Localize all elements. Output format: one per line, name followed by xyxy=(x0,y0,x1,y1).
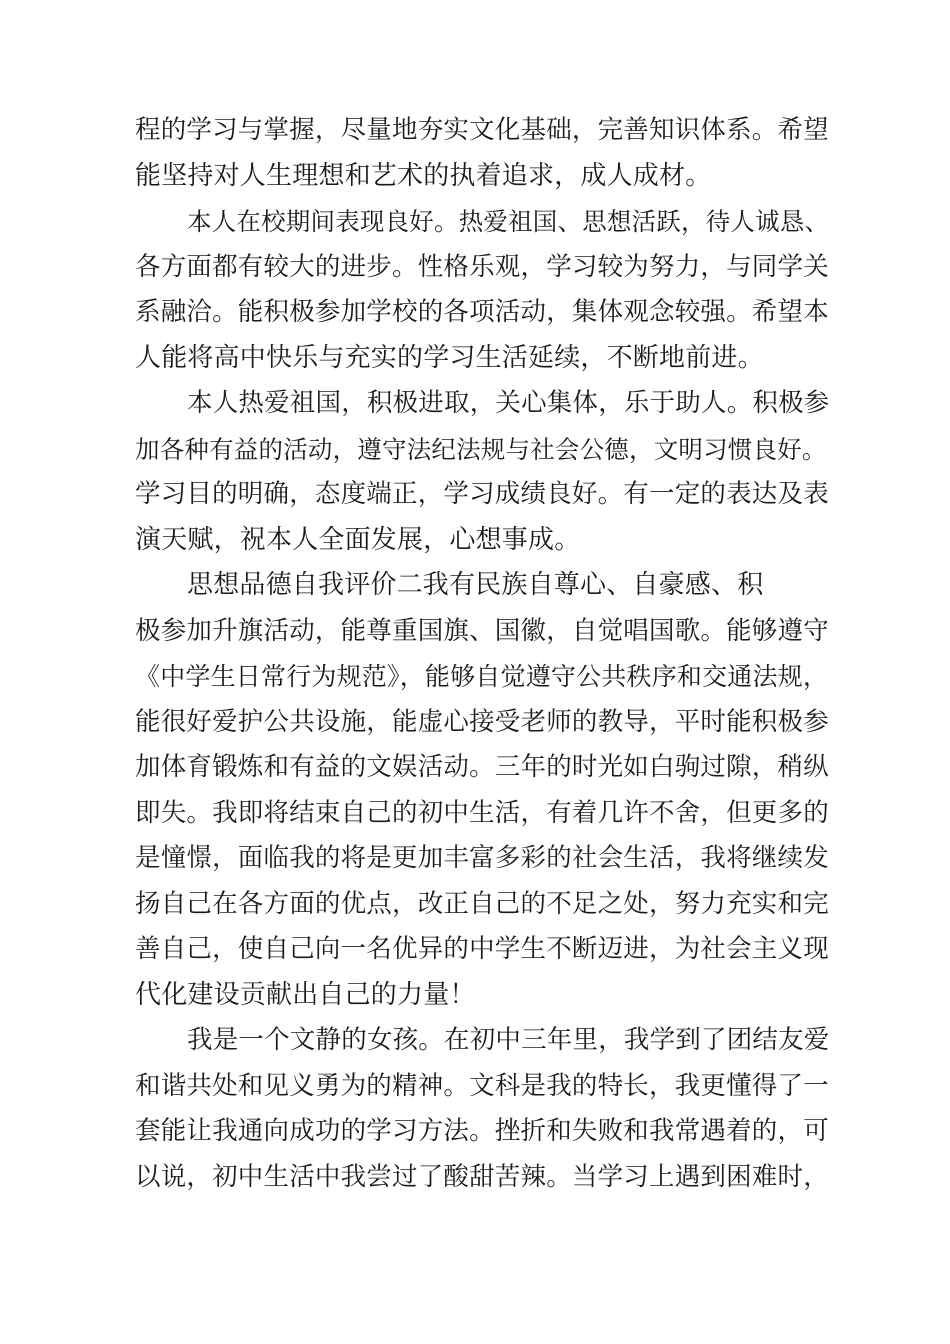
text-line: 演天赋，祝本人全面发展，心想事成。 xyxy=(135,524,581,555)
text-line: 极参加升旗活动，能尊重国旗、国徽，自觉唱国歌。能够遵守 xyxy=(135,615,829,646)
text-line: 即失。我即将结束自己的初中生活，有着几许不舍，但更多的 xyxy=(135,797,829,828)
text-line: 人能将高中快乐与充实的学习生活延续，不断地前进。 xyxy=(135,342,764,373)
text-line: 程的学习与掌握，尽量地夯实文化基础，完善知识体系。希望 xyxy=(135,115,829,145)
text-line: 套能让我通向成功的学习方法。挫折和失败和我常遇着的，可 xyxy=(135,1116,829,1146)
text-line: 能很好爱护公共设施，能虚心接受老师的教导，平时能积极参 xyxy=(135,706,829,737)
text-line: 加体育锻炼和有益的文娱活动。三年的时光如白驹过隙，稍纵 xyxy=(135,752,829,782)
text-line: 代化建设贡献出自己的力量！ xyxy=(135,979,476,1010)
document-body xyxy=(135,108,835,1200)
paragraph-first-line: 我是一个文静的女孩。在初中三年里，我学到了团结友爱 xyxy=(187,1025,830,1055)
paragraph-first-line: 本人热爱祖国，积极进取，关心集体，乐于助人。积极参 xyxy=(187,388,830,418)
text-line: 扬自己在各方面的优点，改正自己的不足之处，努力充实和完 xyxy=(135,888,829,919)
text-line: 是憧憬，面临我的将是更加丰富多彩的社会生活，我将继续发 xyxy=(135,843,829,873)
paragraph-first-line: 思想品德自我评价二我有民族自尊心、自豪感、积 xyxy=(187,570,764,600)
text-line: 以说，初中生活中我尝过了酸甜苦辣。当学习上遇到困难时， xyxy=(135,1161,829,1192)
text-line: 《中学生日常行为规范》，能够自觉遵守公共秩序和交通法规， xyxy=(135,662,829,691)
text-line: 善自己，使自己向一名优异的中学生不断迈进，为社会主义现 xyxy=(135,934,829,964)
text-line: 能坚持对人生理想和艺术的执着追求，成人成材。 xyxy=(135,160,712,191)
text-line: 加各种有益的活动，遵守法纪法规与社会公德，文明习惯良好。 xyxy=(135,434,827,464)
paragraph-first-line: 本人在校期间表现良好。热爱祖国、思想活跃，待人诚恳、 xyxy=(187,207,830,236)
text-line: 系融洽。能积极参加学校的各项活动，集体观念较强。希望本 xyxy=(135,297,829,327)
text-line: 和谐共处和见义勇为的精神。文科是我的特长，我更懂得了一 xyxy=(135,1070,829,1101)
text-line: 学习目的明确，态度端正，学习成绩良好。有一定的表达及表 xyxy=(135,479,829,509)
text-line: 各方面都有较大的进步。性格乐观，学习较为努力，与同学关 xyxy=(135,251,829,282)
